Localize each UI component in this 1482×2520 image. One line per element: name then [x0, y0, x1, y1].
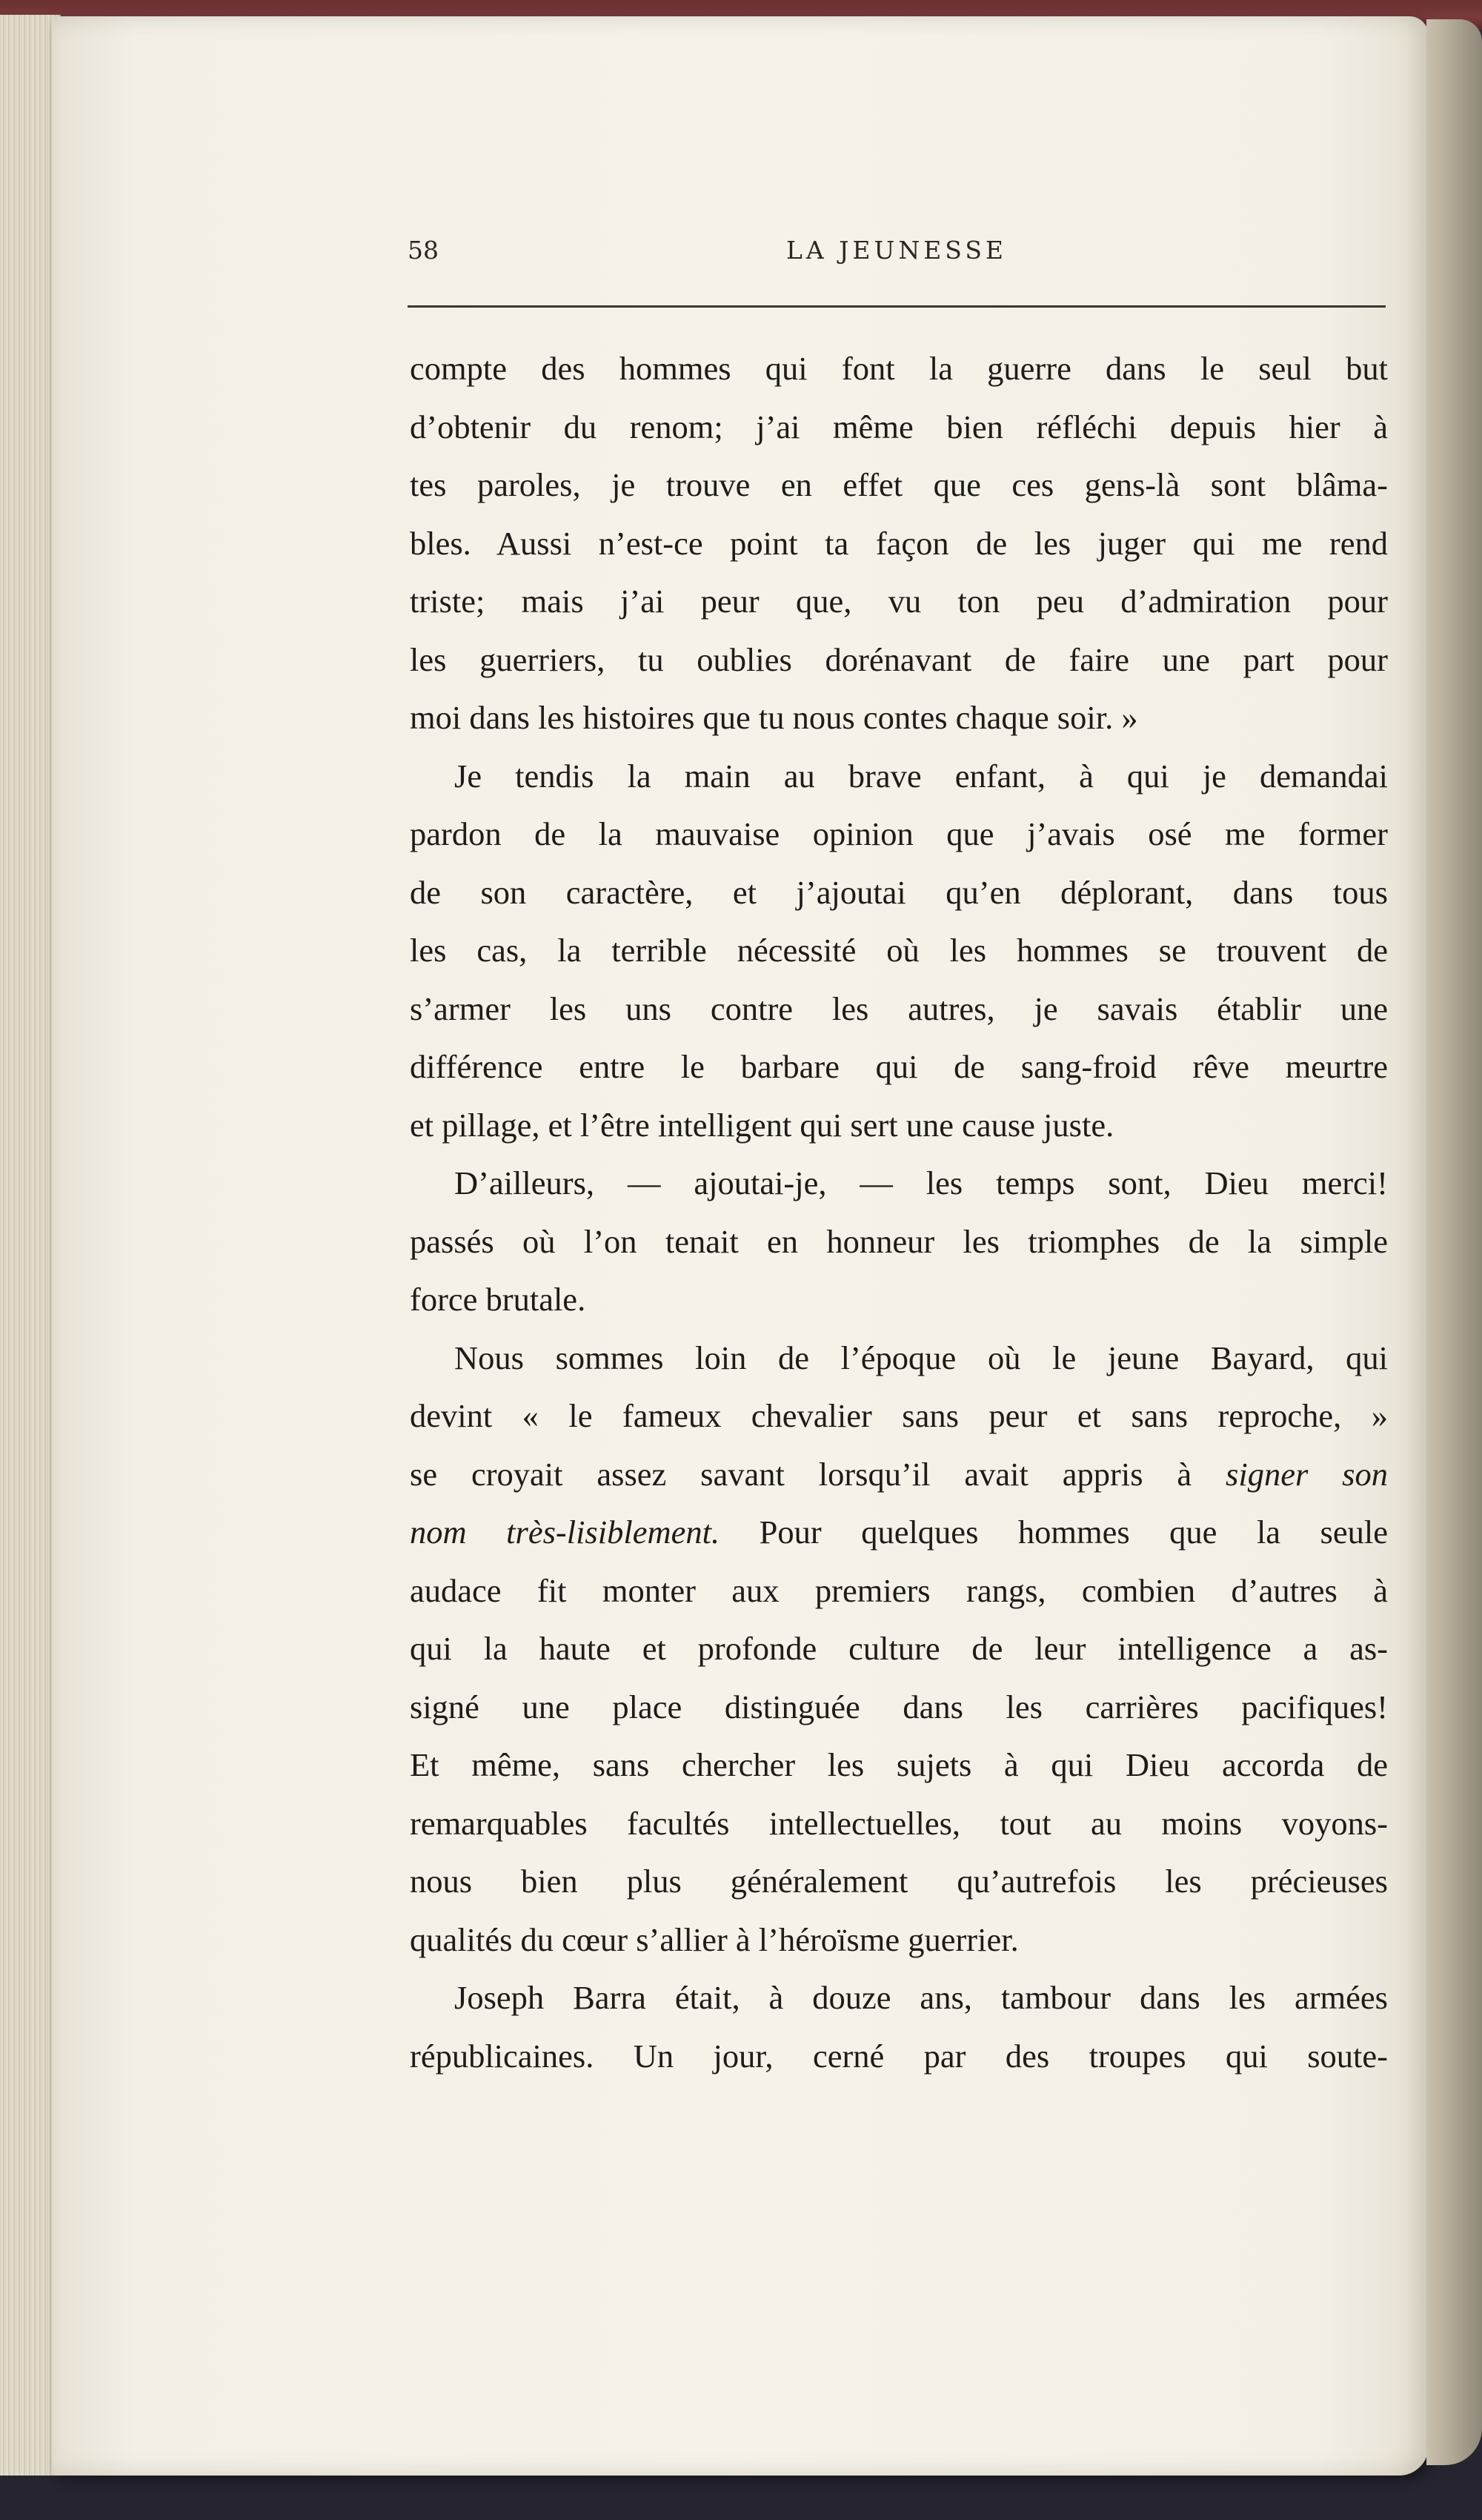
paragraph-start: Je tendis la main au brave enfant, à qui je demandai [454, 757, 1388, 795]
text-line: force brutale. [410, 1281, 586, 1318]
text-line: s’armer les uns contre les autres, je savais établir une [410, 989, 1388, 1027]
page-header [408, 236, 1386, 280]
text-line: audace fit monter aux premiers rangs, combien d’autres à [410, 1571, 1388, 1609]
text-line: les cas, la terrible nécessité où les hommes se trouvent de [410, 932, 1388, 969]
text-line: nous bien plus généralement qu’autrefois les précieuses [410, 1863, 1388, 1900]
running-title: LA JEUNESSE [785, 236, 1008, 265]
text-line: devint « le fameux chevalier sans peur et sans reproche, » [410, 1397, 1388, 1434]
text-line: bles. Aussi n’est-ce point ta façon de les juger qui me rend [410, 524, 1388, 562]
text-segment: se croyait assez savant lorsqu’il avait appris à [410, 1455, 1192, 1493]
text-line: Et même, sans chercher les sujets à qui Dieu accorda de [410, 1746, 1388, 1783]
text-line: qualités du cœur s’allier à l’héroïsme guerrier. [410, 1920, 1019, 1958]
text-line: différence entre le barbare qui de sang-froid rêve meurtre [410, 1048, 1388, 1085]
text-line: qui la haute et profonde culture de leur intelligence a as- [410, 1630, 1388, 1667]
text-line: et pillage, et l’être intelligent qui sert une cause juste. [410, 1106, 1114, 1144]
page-number: 58 [408, 236, 439, 265]
text-line: de son caractère, et j’ajoutai qu’en déplorant, dans tous [410, 873, 1388, 911]
text-line: compte des hommes qui font la guerre dans le seul but [410, 350, 1388, 387]
italic-segment: nom très-lisiblement. [410, 1513, 720, 1551]
paragraph-start: D’ailleurs, — ajoutai-je, — les temps sont, Dieu merci! [454, 1164, 1388, 1201]
text-line: signé une place distinguée dans les carrières pacifiques! [410, 1688, 1388, 1725]
italic-segment: signer son [1226, 1455, 1388, 1493]
body-text [410, 339, 1388, 2085]
text-line: passés où l’on tenait en honneur les triomphes de la simple [410, 1222, 1388, 1260]
text-line: les guerriers, tu oublies dorénavant de faire une part pour [410, 640, 1388, 678]
paragraph-start: Joseph Barra était, à douze ans, tambour dans les armées [454, 1979, 1388, 2016]
page-curl-shadow [1426, 19, 1482, 2465]
text-line: d’obtenir du renom; j’ai même bien réfléchi depuis hier à [410, 408, 1388, 445]
text-line-with-italic [410, 1503, 1388, 1562]
text-segment: Pour quelques hommes que la seule [759, 1513, 1388, 1551]
header-rule [408, 305, 1386, 308]
text-line: pardon de la mauvaise opinion que j’avais osé me former [410, 815, 1388, 852]
text-line: remarquables facultés intellectuelles, tout au moins voyons- [410, 1804, 1388, 1842]
text-line-with-italic [410, 1445, 1388, 1504]
paragraph-start: Nous sommes loin de l’époque où le jeune Bayard, qui [454, 1339, 1388, 1376]
text-line: républicaines. Un jour, cerné par des troupes qui soute- [410, 2037, 1388, 2075]
text-line: moi dans les histoires que tu nous contes chaque soir. » [410, 699, 1138, 736]
text-line: triste; mais j’ai peur que, vu ton peu d’admiration pour [410, 583, 1388, 620]
text-line: tes paroles, je trouve en effet que ces gens-là sont blâma- [410, 466, 1388, 503]
